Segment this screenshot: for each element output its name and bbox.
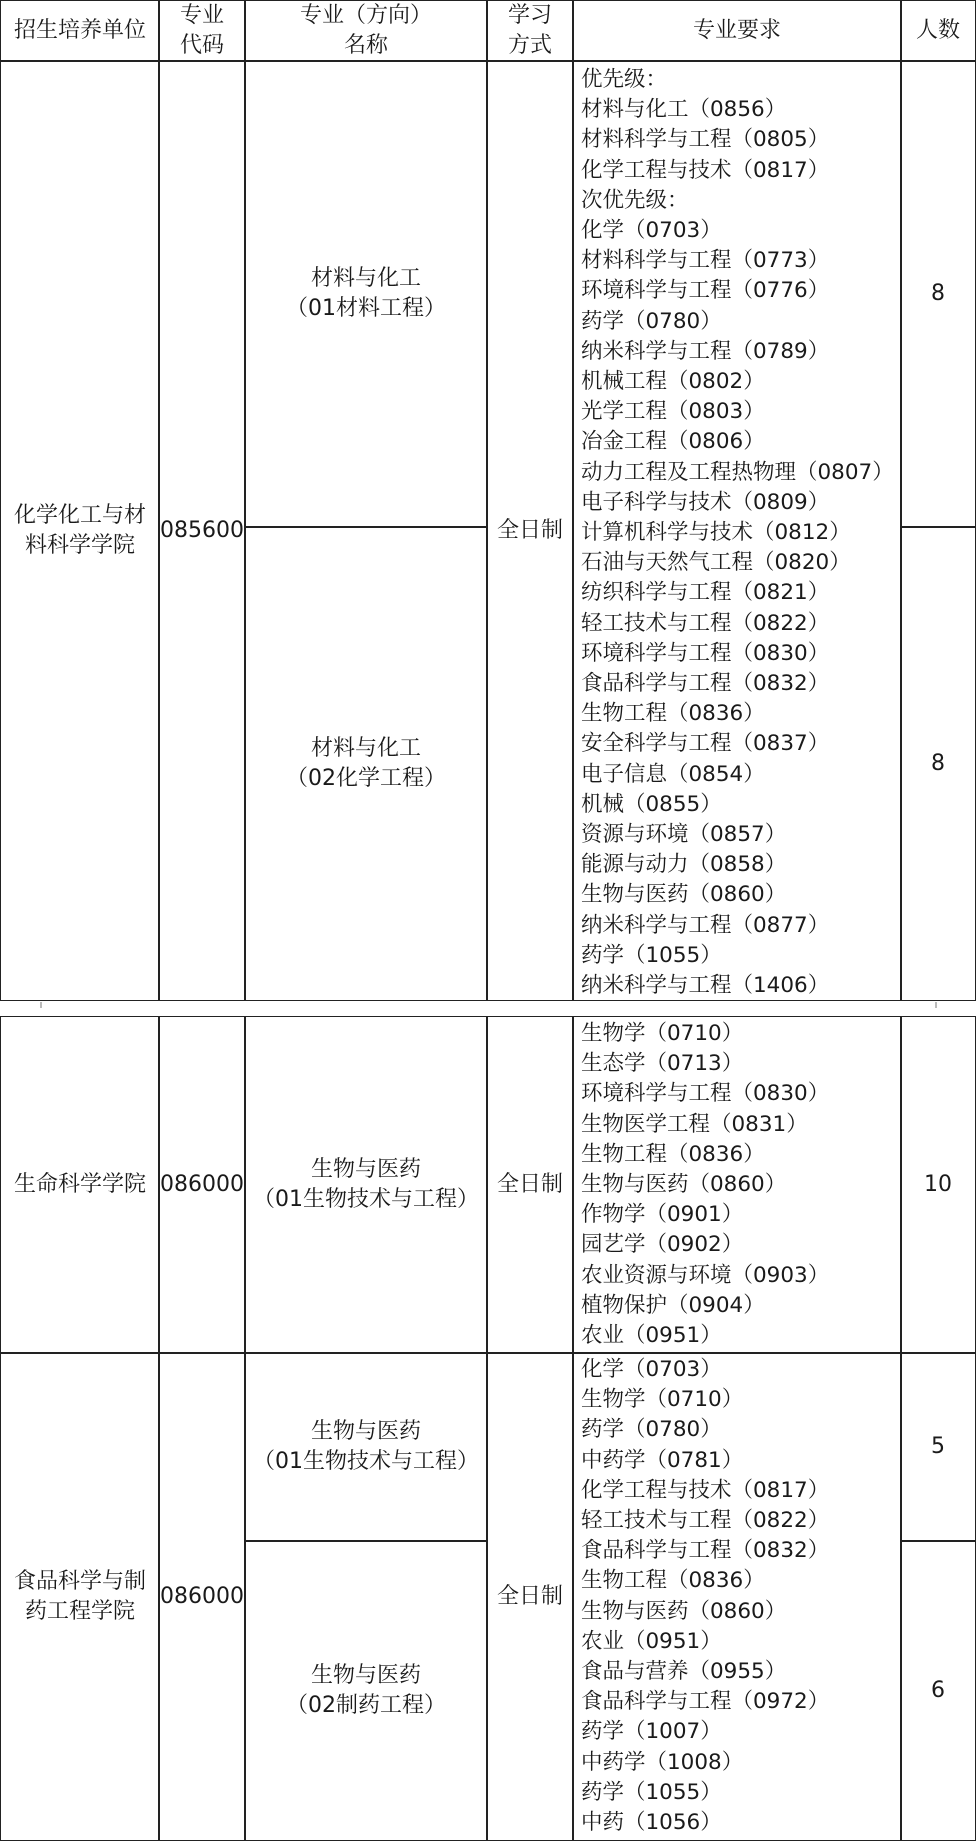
requirement-item: 食品科学与工程（0832） bbox=[581, 671, 830, 697]
major-code: 085600 bbox=[160, 517, 244, 543]
requirement-item: 冶金工程（0806） bbox=[581, 429, 765, 455]
direction-name: 材料与化工 （01材料工程） bbox=[286, 266, 446, 321]
page-break-mark bbox=[935, 1002, 937, 1008]
requirement-item: 药学（1007） bbox=[581, 1719, 722, 1745]
count-cell bbox=[900, 526, 976, 1001]
requirement-item: 食品与营养（0955） bbox=[581, 1659, 787, 1685]
requirement-item: 化学工程与技术（0817） bbox=[581, 1477, 830, 1503]
requirement-item: 光学工程（0803） bbox=[581, 399, 765, 425]
direction-cell bbox=[244, 60, 488, 528]
unit-cell bbox=[0, 60, 160, 1001]
requirements-list bbox=[581, 65, 894, 1001]
requirement-item: 中药学（0781） bbox=[581, 1447, 744, 1473]
unit-cell bbox=[0, 1352, 160, 1841]
requirement-item: 生物与医药（0860） bbox=[581, 1598, 787, 1624]
requirement-item: 农业资源与环境（0903） bbox=[581, 1262, 830, 1288]
unit-name: 生命科学学院 bbox=[13, 1172, 146, 1197]
requirement-item: 中药学（1008） bbox=[581, 1749, 744, 1775]
mode-cell bbox=[486, 1352, 574, 1841]
requirements-list bbox=[581, 1355, 829, 1838]
requirement-item: 机械工程（0802） bbox=[581, 369, 765, 395]
study-mode: 全日制 bbox=[496, 1583, 563, 1609]
requirement-item: 材料与化工（0856） bbox=[581, 97, 787, 123]
requirement-item: 农业（0951） bbox=[581, 1628, 722, 1654]
requirement-item: 生物学（0710） bbox=[581, 1387, 744, 1413]
direction-cell bbox=[244, 1352, 488, 1542]
requirement-item: 机械（0855） bbox=[581, 791, 722, 817]
requirement-item: 纺织科学与工程（0821） bbox=[581, 580, 830, 606]
count-value: 5 bbox=[931, 1434, 945, 1459]
code-cell bbox=[158, 1352, 246, 1841]
requirement-item: 纳米科学与工程（0789） bbox=[581, 338, 830, 364]
requirement-item: 作物学（0901） bbox=[581, 1202, 744, 1228]
requirement-item: 轻工技术与工程（0822） bbox=[581, 610, 830, 636]
requirement-item: 园艺学（0902） bbox=[581, 1232, 744, 1258]
code-cell bbox=[158, 60, 246, 1001]
study-mode: 全日制 bbox=[496, 517, 563, 543]
requirements-cell bbox=[572, 1352, 902, 1841]
requirement-item: 生物学（0710） bbox=[581, 1021, 744, 1046]
requirement-item: 药学（1055） bbox=[581, 942, 722, 968]
direction-name: 生物与医药 （01生物技术与工程） bbox=[253, 1419, 479, 1474]
count-cell bbox=[900, 1352, 976, 1542]
requirement-item: 环境科学与工程（0776） bbox=[581, 278, 830, 304]
count-value: 8 bbox=[931, 281, 945, 306]
header-code-label: 专业 代码 bbox=[179, 3, 224, 58]
header-name bbox=[244, 0, 488, 62]
requirement-item: 电子信息（0854） bbox=[581, 761, 765, 787]
direction-name: 生物与医药 （02制药工程） bbox=[286, 1662, 446, 1718]
count-cell bbox=[900, 1540, 976, 1841]
requirement-item: 化学（0703） bbox=[581, 1357, 722, 1382]
header-requirements bbox=[572, 0, 902, 62]
requirement-item: 食品科学与工程（0832） bbox=[581, 1538, 830, 1564]
requirement-item: 生物医学工程（0831） bbox=[581, 1111, 808, 1137]
requirements-cell bbox=[572, 1016, 902, 1354]
requirement-item: 石油与天然气工程（0820） bbox=[581, 550, 851, 576]
requirement-item: 纳米科学与工程（0877） bbox=[581, 912, 830, 938]
direction-cell bbox=[244, 1540, 488, 1841]
count-cell bbox=[900, 60, 976, 528]
requirement-item: 生物与医药（0860） bbox=[581, 1172, 787, 1198]
count-cell bbox=[900, 1016, 976, 1354]
page-break-mark bbox=[40, 1002, 42, 1008]
direction-name: 材料与化工 （02化学工程） bbox=[286, 735, 446, 791]
requirement-item: 环境科学与工程（0830） bbox=[581, 1081, 830, 1107]
study-mode: 全日制 bbox=[496, 1172, 563, 1197]
requirement-item: 计算机科学与技术（0812） bbox=[581, 520, 851, 546]
requirement-item: 药学（1055） bbox=[581, 1779, 722, 1805]
admissions-table-bottom bbox=[0, 1016, 976, 1841]
unit-name: 化学化工与材 料科学学院 bbox=[13, 502, 146, 558]
code-cell bbox=[158, 1016, 246, 1354]
requirement-item: 化学工程与技术（0817） bbox=[581, 157, 830, 183]
header-count-label: 人数 bbox=[915, 18, 960, 43]
requirement-item: 纳米科学与工程（1406） bbox=[581, 973, 830, 999]
count-value: 6 bbox=[931, 1677, 945, 1703]
header-unit bbox=[0, 0, 160, 62]
header-mode-label: 学习 方式 bbox=[507, 3, 552, 58]
requirement-item: 安全科学与工程（0837） bbox=[581, 731, 830, 757]
direction-name: 生物与医药 （01生物技术与工程） bbox=[253, 1157, 479, 1212]
requirement-item: 生物与医药（0860） bbox=[581, 882, 787, 908]
requirement-item: 植物保护（0904） bbox=[581, 1292, 765, 1318]
requirements-cell bbox=[572, 60, 902, 1001]
count-value: 8 bbox=[931, 750, 945, 776]
requirement-item: 生态学（0713） bbox=[581, 1051, 744, 1077]
requirement-item: 次优先级： bbox=[581, 187, 689, 213]
header-count bbox=[900, 0, 976, 62]
requirement-item: 优先级： bbox=[581, 67, 668, 92]
requirement-item: 中药（1056） bbox=[581, 1810, 722, 1836]
major-code: 086000 bbox=[160, 1172, 244, 1197]
header-unit-label: 招生培养单位 bbox=[13, 18, 146, 43]
requirement-item: 生物工程（0836） bbox=[581, 1141, 765, 1167]
direction-cell bbox=[244, 1016, 488, 1354]
count-value: 10 bbox=[924, 1172, 952, 1197]
header-name-label: 专业（方向） 名称 bbox=[299, 3, 432, 58]
requirement-item: 生物工程（0836） bbox=[581, 701, 765, 727]
requirement-item: 药学（0780） bbox=[581, 308, 722, 334]
requirement-item: 材料科学与工程（0805） bbox=[581, 127, 830, 153]
header-requirements-label: 专业要求 bbox=[692, 18, 781, 43]
unit-name: 食品科学与制 药工程学院 bbox=[13, 1568, 146, 1624]
requirement-item: 能源与动力（0858） bbox=[581, 852, 787, 878]
requirement-item: 化学（0703） bbox=[581, 218, 722, 244]
header-code bbox=[158, 0, 246, 62]
mode-cell bbox=[486, 60, 574, 1001]
unit-cell bbox=[0, 1016, 160, 1354]
requirement-item: 轻工技术与工程（0822） bbox=[581, 1508, 830, 1534]
requirement-item: 农业（0951） bbox=[581, 1323, 722, 1349]
requirement-item: 动力工程及工程热物理（0807） bbox=[581, 459, 894, 485]
major-code: 086000 bbox=[160, 1583, 244, 1609]
direction-cell bbox=[244, 526, 488, 1001]
requirements-list bbox=[581, 1019, 829, 1351]
mode-cell bbox=[486, 1016, 574, 1354]
requirement-item: 电子科学与技术（0809） bbox=[581, 489, 830, 515]
requirement-item: 生物工程（0836） bbox=[581, 1568, 765, 1594]
requirement-item: 资源与环境（0857） bbox=[581, 822, 787, 848]
requirement-item: 环境科学与工程（0830） bbox=[581, 640, 830, 666]
requirement-item: 材料科学与工程（0773） bbox=[581, 248, 830, 274]
requirement-item: 食品科学与工程（0972） bbox=[581, 1689, 830, 1715]
requirement-item: 药学（0780） bbox=[581, 1417, 722, 1443]
header-mode bbox=[486, 0, 574, 62]
